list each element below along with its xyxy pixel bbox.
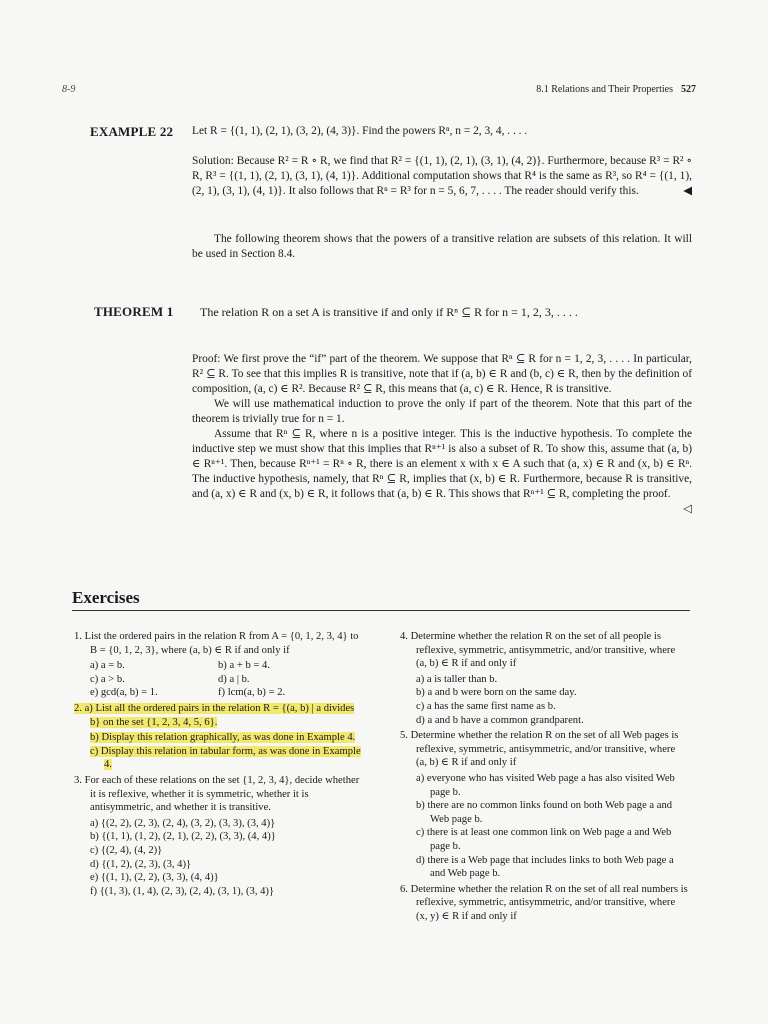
example-label: EXAMPLE 22 (90, 124, 174, 139)
exercise-1-row-cd (74, 673, 362, 687)
exercise-2b (74, 731, 362, 745)
exercise-3f: f) {(1, 3), (1, 4), (2, 3), (2, 4), (3, 1), (3, 4)} (90, 885, 275, 897)
exercise-3b: b) {(1, 1), (1, 2), (2, 1), (2, 2), (3, 3), (4, 4)} (90, 831, 276, 843)
section-rule (72, 610, 690, 611)
exercise-4b: b) a and b were born on the same day. (416, 687, 577, 699)
exercise-2a (74, 702, 362, 729)
exercises-right-column (400, 630, 688, 925)
proof-paragraph-3: Assume that Rⁿ ⊆ R, where n is a positive integer. This is the inductive hypothesis. To complete the inductive step we must show that this implies that Rⁿ⁺¹ is also a subset of R. To show this, assume that (a, b) ∈ Rⁿ⁺¹. Then, because Rⁿ⁺¹ = Rⁿ ∘ R, there is an element x with x ∈ A such that (a, x) ∈ R and (x, b) ∈ Rⁿ. The inductive hypothesis, namely, that Rⁿ ⊆ R, implies that (x, b) ∈ R. Furthermore, because R is transitive, and (a, x) ∈ R and (x, b) ∈ R, it follows that (a, b) ∈ R. This shows that Rⁿ⁺¹ ⊆ R, completing the proof. ◁ (192, 428, 692, 515)
proof-paragraph-2: We will use mathematical induction to prove the only if part of the theorem. Note that this part of the theorem is trivially true for n = 1. (192, 398, 692, 425)
example-statement: Let R = {(1, 1), (2, 1), (3, 2), (4, 3)}. Find the powers Rⁿ, n = 2, 3, 4, . . . . (192, 125, 528, 137)
end-of-example-mark: ◀ (683, 185, 692, 197)
theorem-intro: The following theorem shows that the powers of a transitive relation are subsets of this relation. It will be used in Section 8.4. (192, 233, 692, 260)
exercise-4c: c) a has the same first name as b. (416, 700, 556, 712)
exercise-5c: c) there is at least one common link on Web page a and Web page b. (416, 827, 672, 852)
exercise-1: 1. List the ordered pairs in the relation R from A = {0, 1, 2, 3, 4} to B = {0, 1, 2, 3}, where (a, b) ∈ R if and only if (74, 631, 359, 656)
theorem-label: THEOREM 1 (94, 304, 174, 319)
exercise-4: 4. Determine whether the relation R on the set of all people is reflexive, symmetric, antisymmetric, and/or transitive, where (a, b) ∈ R if and only if (400, 631, 676, 670)
theorem-statement: The relation R on a set A is transitive if and only if Rⁿ ⊆ R for n = 1, 2, 3, . . . . (200, 305, 578, 319)
exercises-heading: Exercises (72, 588, 140, 607)
exercise-3: 3. For each of these relations on the set {1, 2, 3, 4}, decide whether it is reflexive, whether it is symmetric, whether it is antisymmetric, and whether it is transitive. (74, 774, 360, 814)
section-title: 8.1 Relations and Their Properties (536, 84, 673, 95)
page-label: 8-9 (62, 84, 76, 95)
exercise-1a: a) a = b. (90, 660, 125, 672)
exercise-4d: d) a and b have a common grandparent. (416, 714, 584, 726)
exercise-1-row-ef (74, 686, 362, 700)
example-solution (192, 154, 692, 199)
end-of-proof-mark: ◁ (683, 503, 692, 515)
highlight: 2. a) List all the ordered pairs in the relation R = {(a, b) | a divides b} on the set {1, 2, 3, 4, 5, 6}. (74, 702, 355, 728)
highlight: c) Display this relation in tabular form, as was done in Example 4. (90, 745, 361, 771)
exercise-4a: a) a is taller than b. (416, 673, 498, 685)
exercise-2c (74, 745, 362, 772)
highlight: b) Display this relation graphically, as was done in Example 4. (90, 732, 356, 744)
exercise-1b: b) a + b = 4. (218, 660, 270, 672)
exercise-3a: a) {(2, 2), (2, 3), (2, 4), (3, 2), (3, 3), (3, 4)} (90, 817, 276, 829)
exercise-6: 6. Determine whether the relation R on the set of all real numbers is reflexive, symmetric, antisymmetric, and/or transitive, where (x, y) ∈ R if and only if (400, 883, 688, 922)
proof-paragraph-1: Proof: We first prove the “if” part of the theorem. We suppose that Rⁿ ⊆ R for n = 1, 2, 3, . . . . In particular, R² ⊆ R. To see that this implies R is transitive, note that if (a, b) ∈ R and (b, c) ∈ R, then by the definition of composition, (a, c) ∈ R². Because R² ⊆ R, this means that (a, c) ∈ R. Hence, R is transitive. (192, 353, 692, 395)
exercises-left-column (74, 630, 362, 898)
exercise-1-row-ab (74, 659, 362, 673)
exercise-3d: d) {(1, 2), (2, 3), (3, 4)} (90, 858, 192, 870)
exercise-1e: e) gcd(a, b) = 1. (90, 687, 158, 699)
exercise-5d: d) there is a Web page that includes links to both Web page a and Web page b. (416, 854, 674, 880)
solution-text: Solution: Because R² = R ∘ R, we find that R² = {(1, 1), (2, 1), (3, 1), (4, 2)}. Furthermore, because R³ = R² ∘ R, R³ = {(1, 1), (2, 1), (3, 1), (4, 1)}. Additional computation shows that R⁴ is the same as R³, so R⁴ = {(1, 1), (2, 1), (3, 1), (4, 1)}. It also follows that Rⁿ = R³ for n = 5, 6, 7, . . . . The reader should verify this. ◀ (192, 155, 692, 197)
exercise-5: 5. Determine whether the relation R on the set of all Web pages is reflexive, symmetric, antisymmetric, and/or transitive, where (a, b) ∈ R if and only if (400, 730, 679, 769)
exercise-5a: a) everyone who has visited Web page a has also visited Web page b. (416, 772, 675, 798)
proof (192, 352, 692, 517)
page-number: 527 (681, 84, 696, 95)
exercise-5b: b) there are no common links found on both Web page a and Web page b. (416, 800, 673, 825)
exercise-1d: d) a | b. (218, 673, 250, 685)
exercise-1c: c) a > b. (90, 673, 125, 685)
exercise-1f: f) lcm(a, b) = 2. (218, 687, 286, 699)
running-header (536, 84, 696, 95)
exercise-3c: c) {(2, 4), (4, 2)} (90, 844, 163, 856)
exercise-3e: e) {(1, 1), (2, 2), (3, 3), (4, 4)} (90, 872, 219, 884)
